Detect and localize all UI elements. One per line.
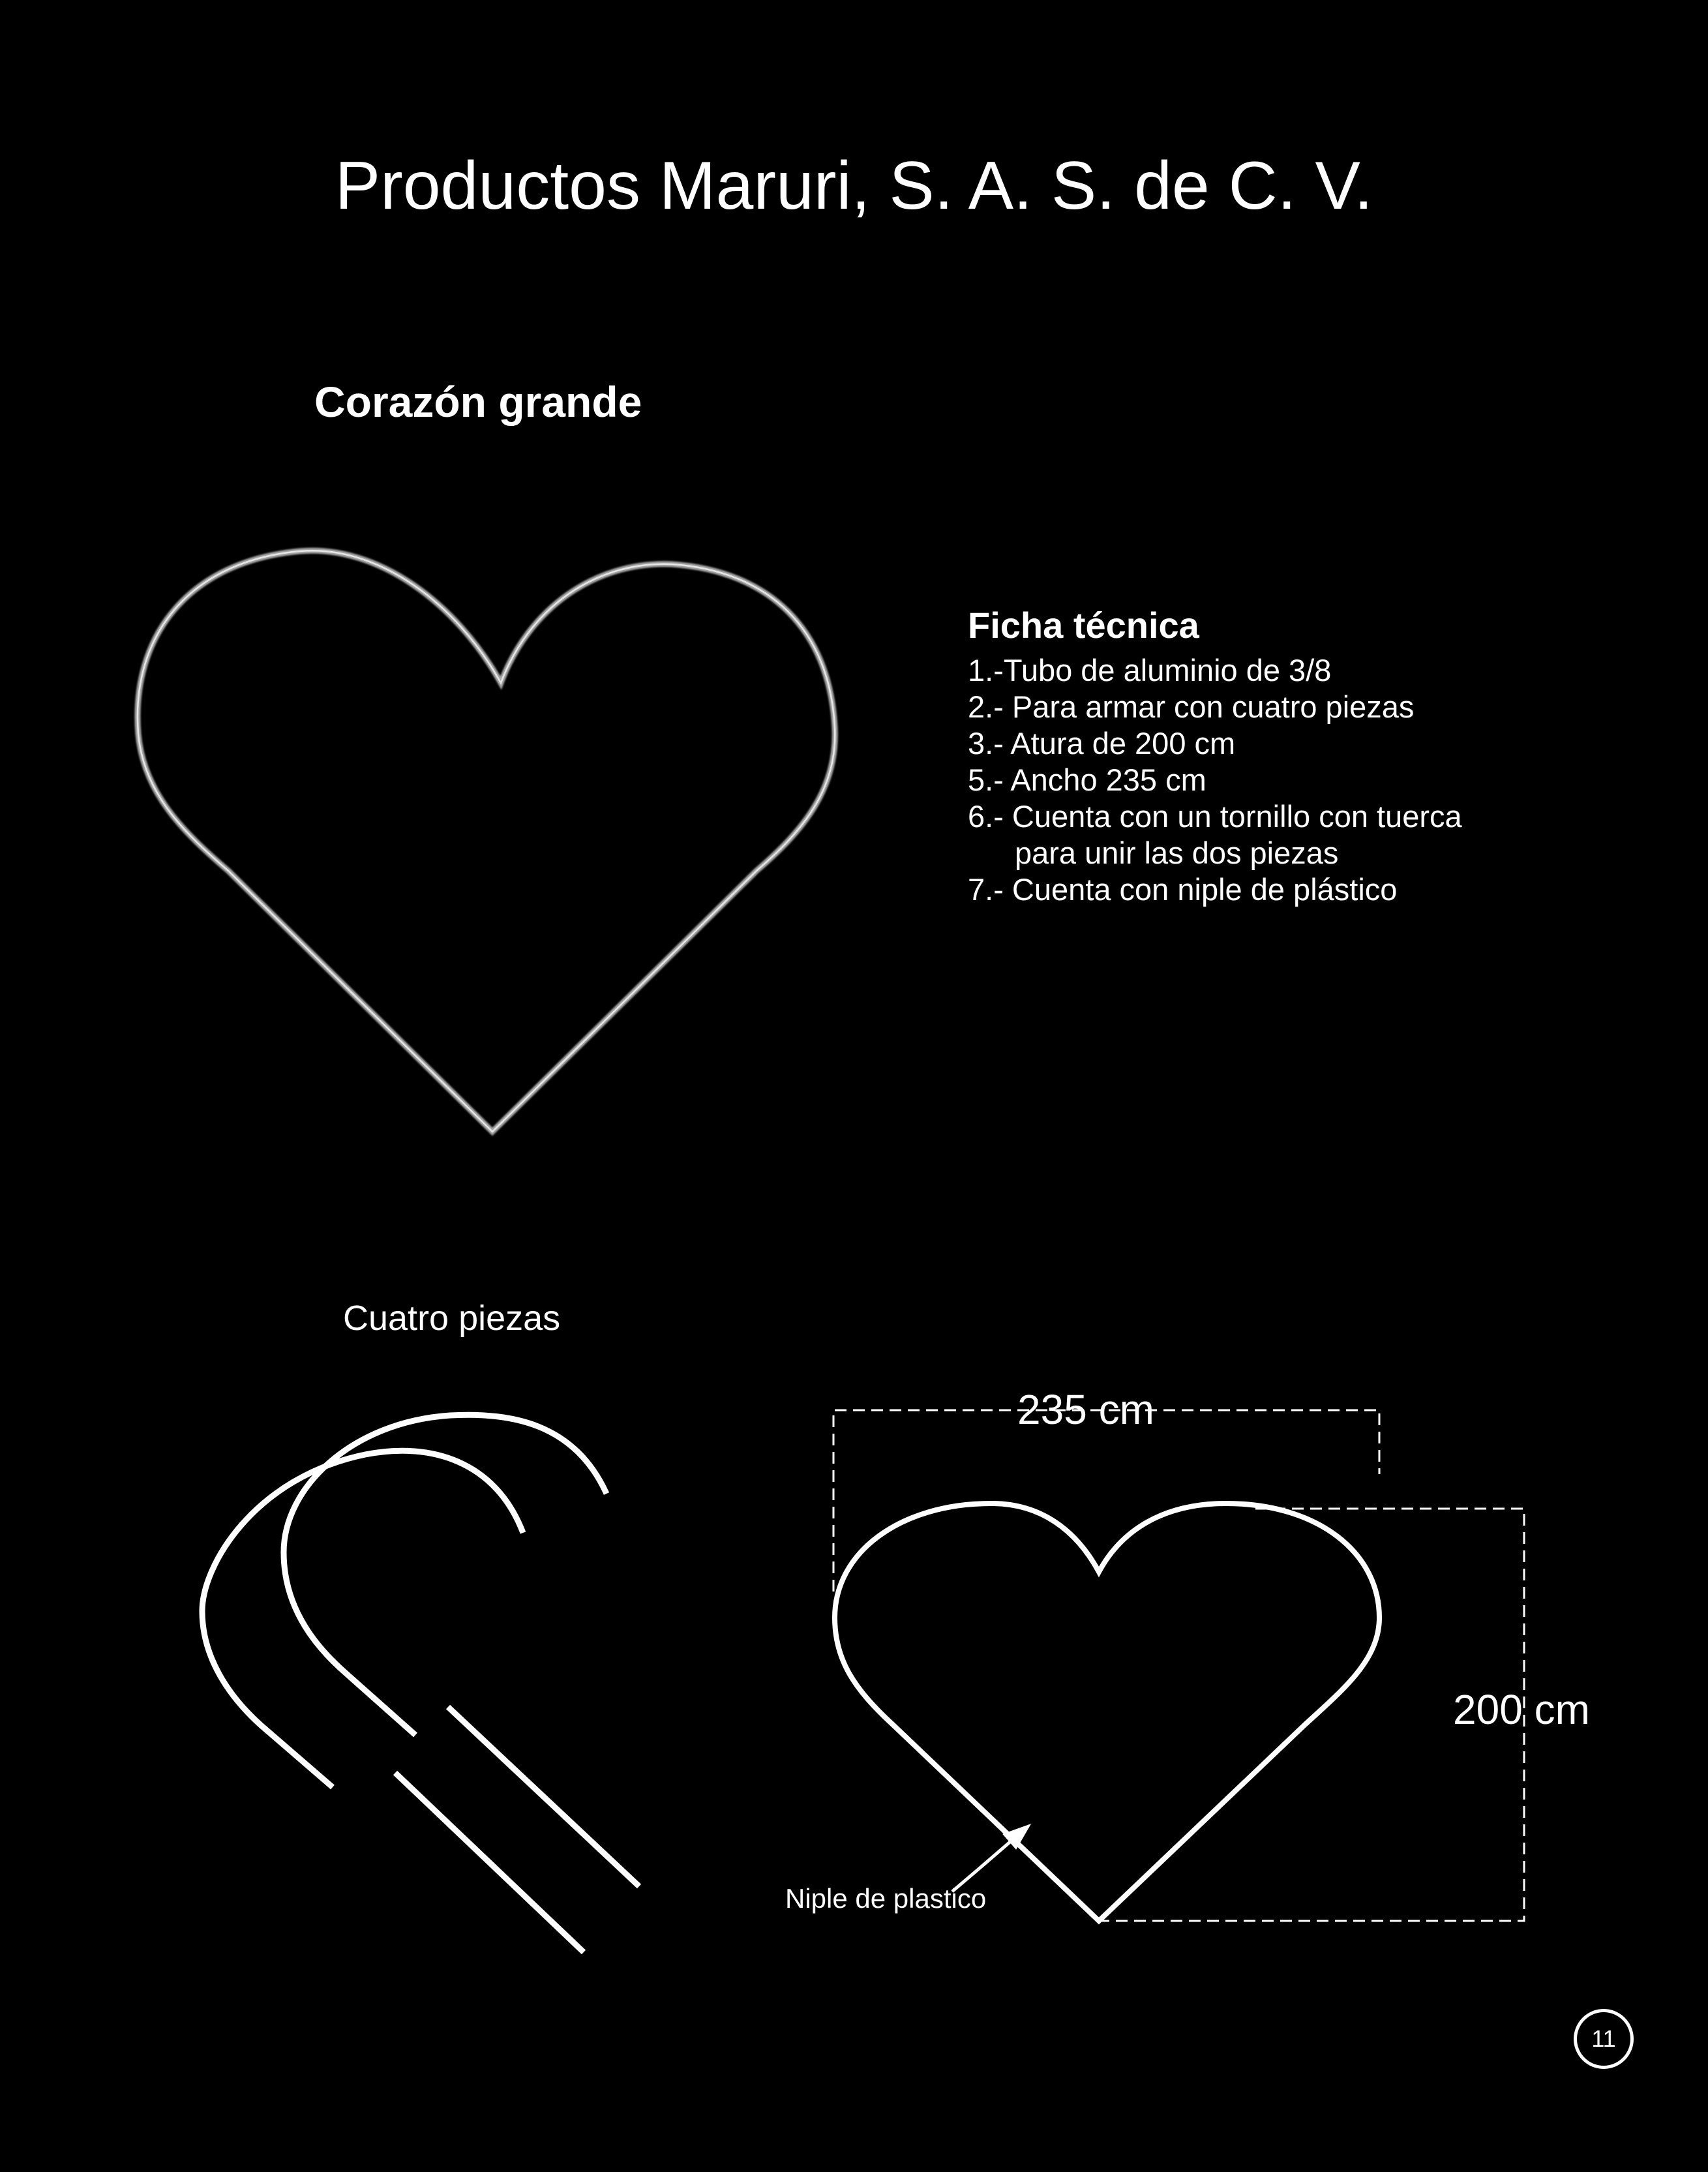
page-number: 11 bbox=[1574, 2009, 1634, 2069]
specs-heading: Ficha técnica bbox=[968, 605, 1199, 646]
spec-item: 3.- Atura de 200 cm bbox=[968, 725, 1236, 761]
curved-piece-left bbox=[202, 1451, 523, 1787]
curved-piece-right bbox=[284, 1415, 607, 1735]
specs-list bbox=[968, 652, 1620, 908]
heart-outline bbox=[835, 1503, 1379, 1921]
company-title: Productos Maruri, S. A. S. de C. V. bbox=[335, 148, 1373, 224]
nipple-label: Niple de plastico bbox=[785, 1883, 987, 1914]
spec-item: 5.- Ancho 235 cm bbox=[968, 762, 1206, 797]
pieces-label: Cuatro piezas bbox=[343, 1299, 561, 1338]
width-dimension-label: 235 cm bbox=[1017, 1386, 1154, 1433]
product-title: Corazón grande bbox=[314, 378, 642, 426]
heart-frame-photo bbox=[130, 532, 841, 1145]
four-pieces-drawing bbox=[189, 1396, 659, 1970]
technical-specs bbox=[968, 605, 1620, 908]
straight-piece-upper bbox=[448, 1707, 639, 1886]
spec-item: 2.- Para armar con cuatro piezas bbox=[968, 689, 1415, 724]
spec-item: 6.- Cuenta con un tornillo con tuerca bbox=[968, 798, 1462, 834]
arrow-icon bbox=[952, 1824, 1030, 1892]
straight-piece-lower bbox=[395, 1773, 584, 1952]
heart-frame-outline bbox=[138, 551, 835, 1132]
spec-item: 7.- Cuenta con niple de plástico bbox=[968, 871, 1398, 907]
height-dimension-label: 200 cm bbox=[1453, 1686, 1590, 1733]
spec-item: 1.-Tubo de aluminio de 3/8 bbox=[968, 652, 1332, 687]
spec-item-continuation: para unir las dos piezas bbox=[1015, 835, 1339, 870]
heart-dimension-diagram bbox=[770, 1370, 1637, 1996]
